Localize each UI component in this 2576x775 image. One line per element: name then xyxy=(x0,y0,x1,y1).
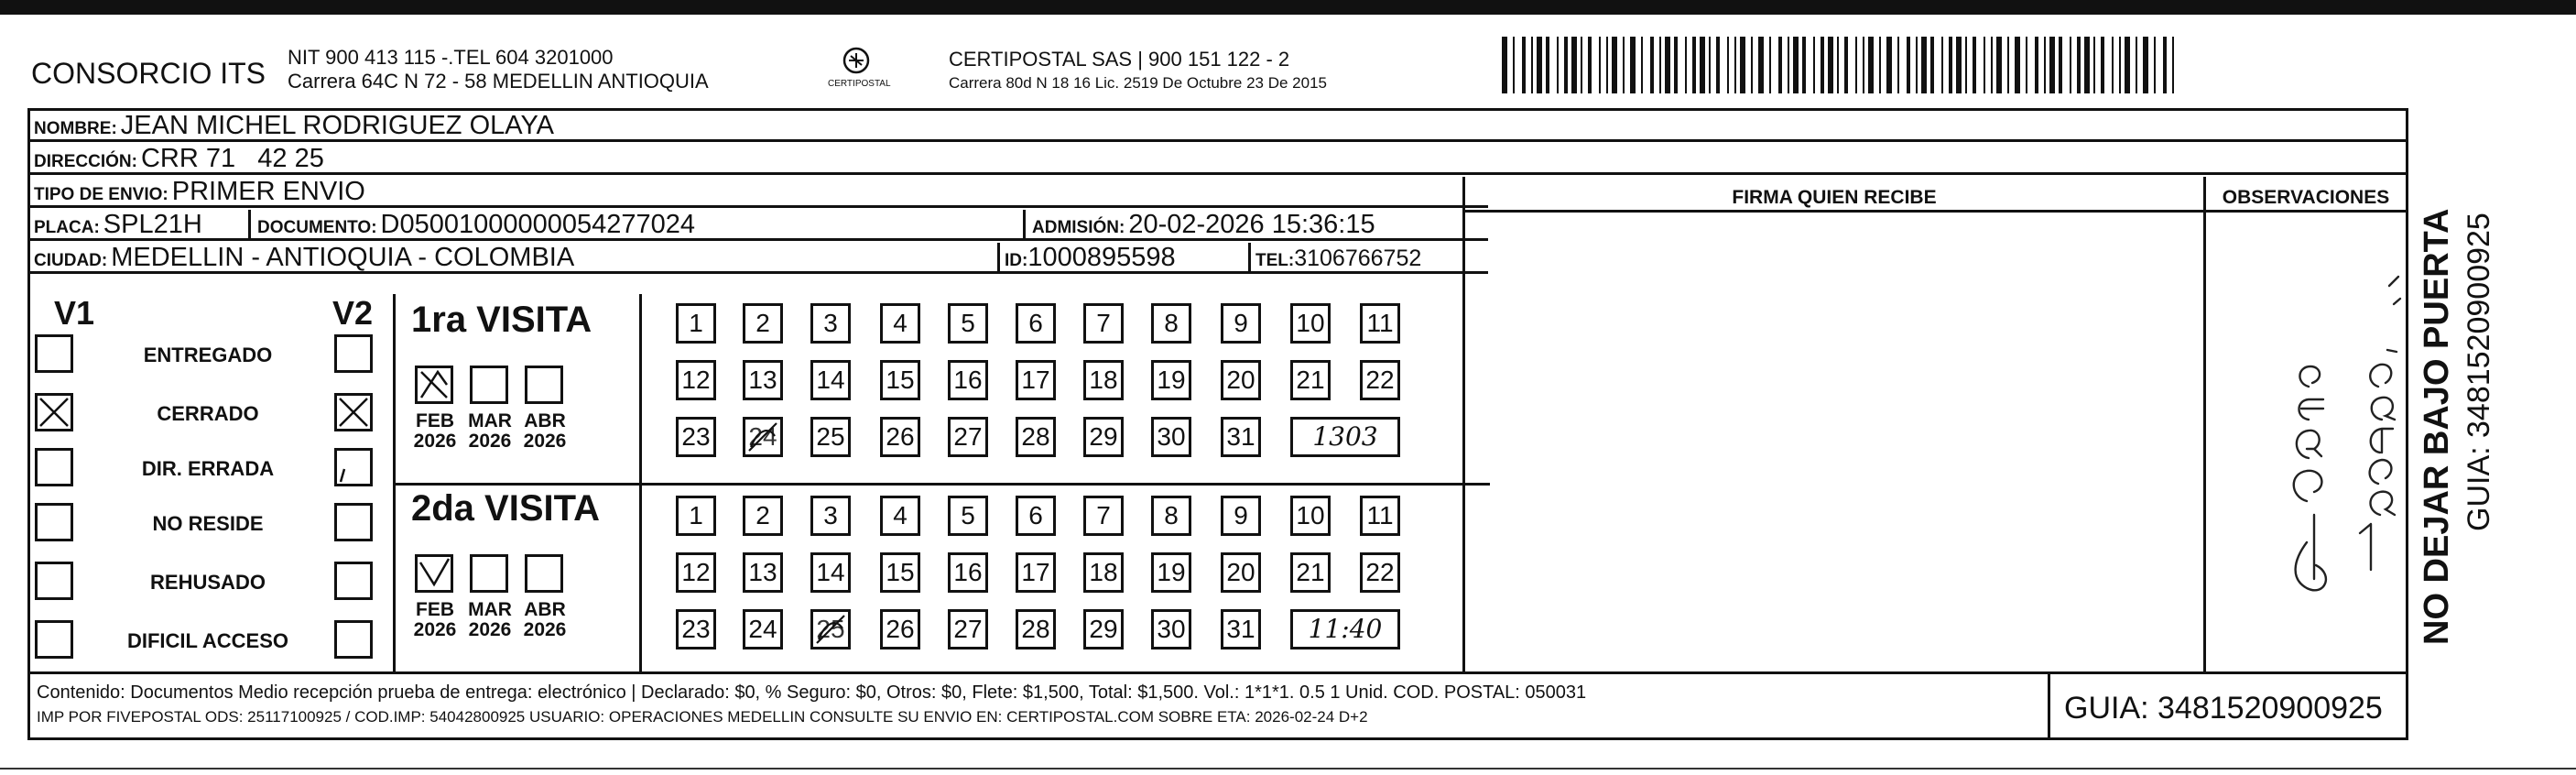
documento-value: D05001000000054277024 xyxy=(380,210,696,239)
barcode-bar xyxy=(1557,37,1559,93)
admision-value: 20-02-2026 15:36:15 xyxy=(1128,210,1375,239)
day-box-15[interactable]: 15 xyxy=(880,552,920,593)
status-label: NO RESIDE xyxy=(152,512,264,535)
barcode-bar xyxy=(1769,37,1771,93)
barcode-bar xyxy=(2119,37,2121,93)
day-box-21[interactable]: 21 xyxy=(1290,552,1331,593)
barcode-bar xyxy=(1996,37,2002,93)
day-box-30[interactable]: 30 xyxy=(1151,417,1191,457)
day-box-20[interactable]: 20 xyxy=(1221,552,1261,593)
barcode-bar xyxy=(1916,37,1918,93)
barcode-bar xyxy=(1740,37,1745,93)
day-box-7[interactable]: 7 xyxy=(1083,496,1124,536)
barcode-bar xyxy=(1844,37,1848,93)
row-nombre xyxy=(30,111,2406,142)
guia-vertical: GUIA: 3481520900925 xyxy=(2462,213,2496,531)
day-box-6[interactable]: 6 xyxy=(1016,303,1056,344)
barcode-bar xyxy=(1930,37,1934,93)
certipostal-logo xyxy=(824,42,891,97)
month-year: 2026 xyxy=(413,431,457,452)
status-label: CERRADO xyxy=(157,402,259,425)
barcode-bar xyxy=(1571,37,1577,93)
barcode-bar xyxy=(2049,37,2055,93)
ciudad-label: CIUDAD: xyxy=(34,251,108,270)
barcode-bar xyxy=(1793,37,1799,93)
nombre-label: NOMBRE: xyxy=(34,119,117,138)
placa-divider xyxy=(248,210,251,241)
day-box-12[interactable]: 12 xyxy=(676,552,716,593)
day-box-23[interactable]: 23 xyxy=(676,417,716,457)
barcode-bar xyxy=(1685,37,1687,93)
ciudad-value: MEDELLIN - ANTIOQUIA - COLOMBIA xyxy=(111,243,575,272)
day-box-19[interactable]: 19 xyxy=(1151,360,1191,400)
v1-checkbox-cerrado[interactable] xyxy=(35,393,73,431)
company-address: Carrera 64C N 72 - 58 MEDELLIN ANTIOQUIA xyxy=(288,70,709,93)
barcode-bar xyxy=(1709,37,1711,93)
visit-divider xyxy=(393,483,1490,486)
month-checkbox-abr[interactable] xyxy=(525,366,563,404)
barcode-bar xyxy=(1855,37,1857,93)
barcode-bar xyxy=(1564,37,1568,93)
day-box-13[interactable]: 13 xyxy=(743,360,783,400)
day-box-18[interactable]: 18 xyxy=(1083,360,1124,400)
tel-divider xyxy=(1248,243,1251,274)
barcode-bar xyxy=(1991,37,1993,93)
day-box-10[interactable]: 10 xyxy=(1290,303,1331,344)
barcode-bar xyxy=(1863,37,1864,93)
barcode-bar xyxy=(1513,37,1515,93)
barcode-bar xyxy=(1879,37,1881,93)
day-box-16[interactable]: 16 xyxy=(948,360,988,400)
barcode-bar xyxy=(1650,37,1654,93)
day-box-14[interactable]: 14 xyxy=(810,360,851,400)
tel-value: 3106766752 xyxy=(1294,246,1422,271)
barcode-bar xyxy=(1984,37,1985,93)
month-label xyxy=(517,600,572,640)
barcode-bar xyxy=(2143,37,2148,93)
barcode-bar xyxy=(2044,37,2046,93)
day-box-30[interactable]: 30 xyxy=(1151,609,1191,649)
day-box-17[interactable]: 17 xyxy=(1016,552,1056,593)
footer-line2: IMP POR FIVEPOSTAL ODS: 25117100925 / COD.IMP: 54042800925 USUARIO: OPERACIONES MEDELLIN CONSULTE SU ENVIO EN: CERTIPOSTAL.COM SOBRE ETA: 2026-02-24 D+2 xyxy=(37,708,1368,726)
barcode-bar xyxy=(1956,37,1962,93)
month-year: 2026 xyxy=(468,431,512,452)
day-box-19[interactable]: 19 xyxy=(1151,552,1191,593)
day-box-2[interactable]: 2 xyxy=(743,303,783,344)
month-label xyxy=(408,411,462,452)
second-visit-title: 2da VISITA xyxy=(411,488,600,529)
day-box-26[interactable]: 26 xyxy=(880,609,920,649)
no-dejar-bajo-puerta: NO DEJAR BAJO PUERTA xyxy=(2418,208,2456,645)
barcode-bar xyxy=(1734,37,1736,93)
day-box-8[interactable]: 8 xyxy=(1151,303,1191,344)
barcode xyxy=(1502,37,2179,93)
barcode-bar xyxy=(2163,37,2167,93)
top-border xyxy=(0,0,2576,15)
barcode-bar xyxy=(2015,37,2020,93)
month-year: 2026 xyxy=(413,619,457,640)
day-box-31[interactable]: 31 xyxy=(1221,609,1261,649)
status-label: REHUSADO xyxy=(150,571,266,594)
day-box-11[interactable]: 11 xyxy=(1360,303,1400,344)
courier-address: Carrera 80d N 18 16 Lic. 2519 De Octubre 23 De 2015 xyxy=(949,74,1327,92)
day-box-6[interactable]: 6 xyxy=(1016,496,1056,536)
month-checkbox-mar[interactable] xyxy=(470,366,508,404)
status-label: DIFICIL ACCESO xyxy=(126,629,288,652)
barcode-bar xyxy=(1821,37,1824,93)
v2-checkbox-rehusado[interactable] xyxy=(334,562,373,600)
day-box-3[interactable]: 3 xyxy=(810,303,851,344)
barcode-bar xyxy=(2101,37,2104,93)
barcode-bar xyxy=(2035,37,2038,93)
day-box-27[interactable]: 27 xyxy=(948,417,988,457)
month-year: 2026 xyxy=(523,431,567,452)
day-box-3[interactable]: 3 xyxy=(810,496,851,536)
day-box-28[interactable]: 28 xyxy=(1016,417,1056,457)
day-box-18[interactable]: 18 xyxy=(1083,552,1124,593)
barcode-bar xyxy=(1973,37,1976,93)
day-box-26[interactable]: 26 xyxy=(880,417,920,457)
v2-checkbox-dir-errada[interactable] xyxy=(334,448,373,486)
footer-line1: Contenido: Documentos Medio recepción prueba de entrega: electrónico | Declarado: $0, % Seguro: $0, Otros: $0, Flete: $1,500, Total: $1,500. Vol.: 1*1*1. 0.5 1 Unid. COD. POSTAL: 050031 xyxy=(37,682,1587,703)
v1-checkbox-no-reside[interactable] xyxy=(35,503,73,541)
month-checkbox-feb[interactable] xyxy=(415,366,453,404)
day-box-28[interactable]: 28 xyxy=(1016,609,1056,649)
months-divider xyxy=(639,294,642,671)
v2-checkbox-cerrado[interactable] xyxy=(334,393,373,431)
tipo-label: TIPO DE ENVIO: xyxy=(34,185,168,204)
barcode-bar xyxy=(1546,37,1549,93)
v1-checkbox-dir-errada[interactable] xyxy=(35,448,73,486)
barcode-bar xyxy=(1630,37,1636,93)
v1-checkbox-entregado[interactable] xyxy=(35,334,73,373)
month-checkbox-mar[interactable] xyxy=(470,554,508,593)
nombre-value: JEAN MICHEL RODRIGUEZ OLAYA xyxy=(120,111,554,140)
day-box-4[interactable]: 4 xyxy=(880,303,920,344)
day-box-5[interactable]: 5 xyxy=(948,496,988,536)
firma-header: FIRMA QUIEN RECIBE xyxy=(1732,187,1937,208)
logo-text: CERTIPOSTAL xyxy=(828,79,891,89)
month-year: 2026 xyxy=(468,619,512,640)
barcode-bar xyxy=(1813,37,1815,93)
day-box-24[interactable]: 24 xyxy=(743,609,783,649)
day-box-29[interactable]: 29 xyxy=(1083,609,1124,649)
day-box-8[interactable]: 8 xyxy=(1151,496,1191,536)
barcode-bar xyxy=(2059,37,2062,93)
visits-section xyxy=(30,294,1462,671)
month-name: FEB xyxy=(416,599,454,620)
barcode-bar xyxy=(1623,37,1625,93)
barcode-bar xyxy=(1716,37,1720,93)
month-year: 2026 xyxy=(523,619,567,640)
day-box-20[interactable]: 20 xyxy=(1221,360,1261,400)
id-divider xyxy=(997,243,1000,274)
barcode-bar xyxy=(1659,37,1661,93)
day-box-25[interactable]: 25 xyxy=(810,417,851,457)
barcode-bar xyxy=(1886,37,1892,93)
day-box-16[interactable]: 16 xyxy=(948,552,988,593)
day-box-2[interactable]: 2 xyxy=(743,496,783,536)
v1-header: V1 xyxy=(54,294,95,332)
barcode-bar xyxy=(1612,37,1617,93)
first-visit-title: 1ra VISITA xyxy=(411,300,592,340)
barcode-bar xyxy=(2125,37,2130,93)
month-name: MAR xyxy=(468,410,512,431)
barcode-bar xyxy=(2154,37,2156,93)
status-label: DIR. ERRADA xyxy=(141,457,275,480)
bottom-border xyxy=(0,768,2576,770)
barcode-bar xyxy=(2070,37,2071,93)
barcode-bar xyxy=(1965,37,1967,93)
barcode-bar xyxy=(1921,37,1927,93)
direccion-label: DIRECCIÓN: xyxy=(34,152,137,171)
day-box-17[interactable]: 17 xyxy=(1016,360,1056,400)
barcode-bar xyxy=(1751,37,1753,93)
barcode-bar xyxy=(1581,37,1582,93)
day-box-29[interactable]: 29 xyxy=(1083,417,1124,457)
barcode-bar xyxy=(1502,37,1507,93)
day-box-24[interactable]: 24 xyxy=(743,417,783,457)
day-box-31[interactable]: 31 xyxy=(1221,417,1261,457)
barcode-bar xyxy=(1941,37,1943,93)
barcode-bar xyxy=(1897,37,1899,93)
barcode-bar xyxy=(1665,37,1670,93)
v2-header: V2 xyxy=(332,294,374,332)
barcode-bar xyxy=(2093,37,2095,93)
barcode-bar xyxy=(1837,37,1839,93)
barcode-bar xyxy=(1828,37,1833,93)
barcode-bar xyxy=(1802,37,1806,93)
row-tipo xyxy=(30,177,1488,208)
barcode-bar xyxy=(1727,37,1729,93)
day-box-1[interactable]: 1 xyxy=(676,303,716,344)
v1-checkbox-dificil-acceso[interactable] xyxy=(35,620,73,659)
month-checkbox-feb[interactable] xyxy=(415,554,453,593)
month-label xyxy=(462,411,517,452)
day-box-14[interactable]: 14 xyxy=(810,552,851,593)
barcode-bar xyxy=(1692,37,1696,93)
barcode-bar xyxy=(2172,37,2174,93)
day-box-9[interactable]: 9 xyxy=(1221,303,1261,344)
day-box-5[interactable]: 5 xyxy=(948,303,988,344)
day-box-25[interactable]: 25 xyxy=(810,609,851,649)
barcode-bar xyxy=(1788,37,1789,93)
month-checkbox-abr[interactable] xyxy=(525,554,563,593)
placa-label: PLACA: xyxy=(34,218,100,237)
barcode-bar xyxy=(1522,37,1526,93)
company-name: CONSORCIO ITS xyxy=(31,57,266,90)
firma-signature-area[interactable] xyxy=(1465,213,2203,671)
courier-name: CERTIPOSTAL SAS | 900 151 122 - 2 xyxy=(949,48,1290,71)
documento-label: DOCUMENTO: xyxy=(257,218,377,237)
barcode-bar xyxy=(1868,37,1874,93)
barcode-bar xyxy=(2007,37,2009,93)
footer-guia: GUIA: 3481520900925 xyxy=(2064,691,2383,726)
direccion-value: CRR 71 42 25 xyxy=(140,144,324,173)
observaciones-handwriting xyxy=(2206,213,2406,671)
barcode-bar xyxy=(1778,37,1782,93)
barcode-bar xyxy=(1606,37,1608,93)
barcode-bar xyxy=(1599,37,1601,93)
tel-label: TEL: xyxy=(1255,251,1295,270)
day-box-4[interactable]: 4 xyxy=(880,496,920,536)
barcode-bar xyxy=(1907,37,1910,93)
v2-checkbox-no-reside[interactable] xyxy=(334,503,373,541)
month-name: MAR xyxy=(468,599,512,620)
day-box-7[interactable]: 7 xyxy=(1083,303,1124,344)
day-box-10[interactable]: 10 xyxy=(1290,496,1331,536)
v2-checkbox-entregado[interactable] xyxy=(334,334,373,373)
barcode-bar xyxy=(1949,37,1952,93)
barcode-bar xyxy=(2026,37,2027,93)
v1-checkbox-rehusado[interactable] xyxy=(35,562,73,600)
barcode-bar xyxy=(1537,37,1542,93)
barcode-bar xyxy=(1641,37,1643,93)
row-direccion xyxy=(30,144,2406,175)
row-placa xyxy=(30,210,1488,241)
barcode-bar xyxy=(1700,37,1705,93)
month-name: ABR xyxy=(524,599,566,620)
month-name: ABR xyxy=(524,410,566,431)
row-ciudad xyxy=(30,243,1488,274)
visit-time-box[interactable]: 11:40 xyxy=(1290,609,1400,649)
day-box-21[interactable]: 21 xyxy=(1290,360,1331,400)
admision-label: ADMISIÓN: xyxy=(1032,218,1125,237)
day-box-1[interactable]: 1 xyxy=(676,496,716,536)
day-box-12[interactable]: 12 xyxy=(676,360,716,400)
day-box-23[interactable]: 23 xyxy=(676,609,716,649)
admision-divider xyxy=(1023,210,1026,241)
barcode-bar xyxy=(2112,37,2114,93)
day-box-13[interactable]: 13 xyxy=(743,552,783,593)
id-label: ID: xyxy=(1005,251,1028,270)
barcode-bar xyxy=(1758,37,1764,93)
status-label: ENTREGADO xyxy=(143,344,273,366)
month-name: FEB xyxy=(416,410,454,431)
day-box-11[interactable]: 11 xyxy=(1360,496,1400,536)
barcode-bar xyxy=(1588,37,1592,93)
v2-checkbox-dificil-acceso[interactable] xyxy=(334,620,373,659)
barcode-bar xyxy=(2084,37,2090,93)
barcode-bar xyxy=(2136,37,2137,93)
observaciones-header: OBSERVACIONES xyxy=(2222,187,2390,208)
company-nit: NIT 900 413 115 -.TEL 604 3201000 xyxy=(288,46,614,69)
month-label xyxy=(517,411,572,452)
day-box-9[interactable]: 9 xyxy=(1221,496,1261,536)
day-box-22[interactable]: 22 xyxy=(1360,360,1400,400)
month-label xyxy=(462,600,517,640)
header xyxy=(0,37,2576,101)
id-value: 1000895598 xyxy=(1027,243,1176,272)
day-box-15[interactable]: 15 xyxy=(880,360,920,400)
visit-time-box[interactable]: 1303 xyxy=(1290,417,1400,457)
barcode-bar xyxy=(1531,37,1533,93)
barcode-bar xyxy=(1674,37,1678,93)
placa-value: SPL21H xyxy=(103,210,202,239)
day-box-22[interactable]: 22 xyxy=(1360,552,1400,593)
day-box-27[interactable]: 27 xyxy=(948,609,988,649)
barcode-bar xyxy=(2077,37,2081,93)
month-label xyxy=(408,600,462,640)
tipo-value: PRIMER ENVIO xyxy=(171,177,365,206)
